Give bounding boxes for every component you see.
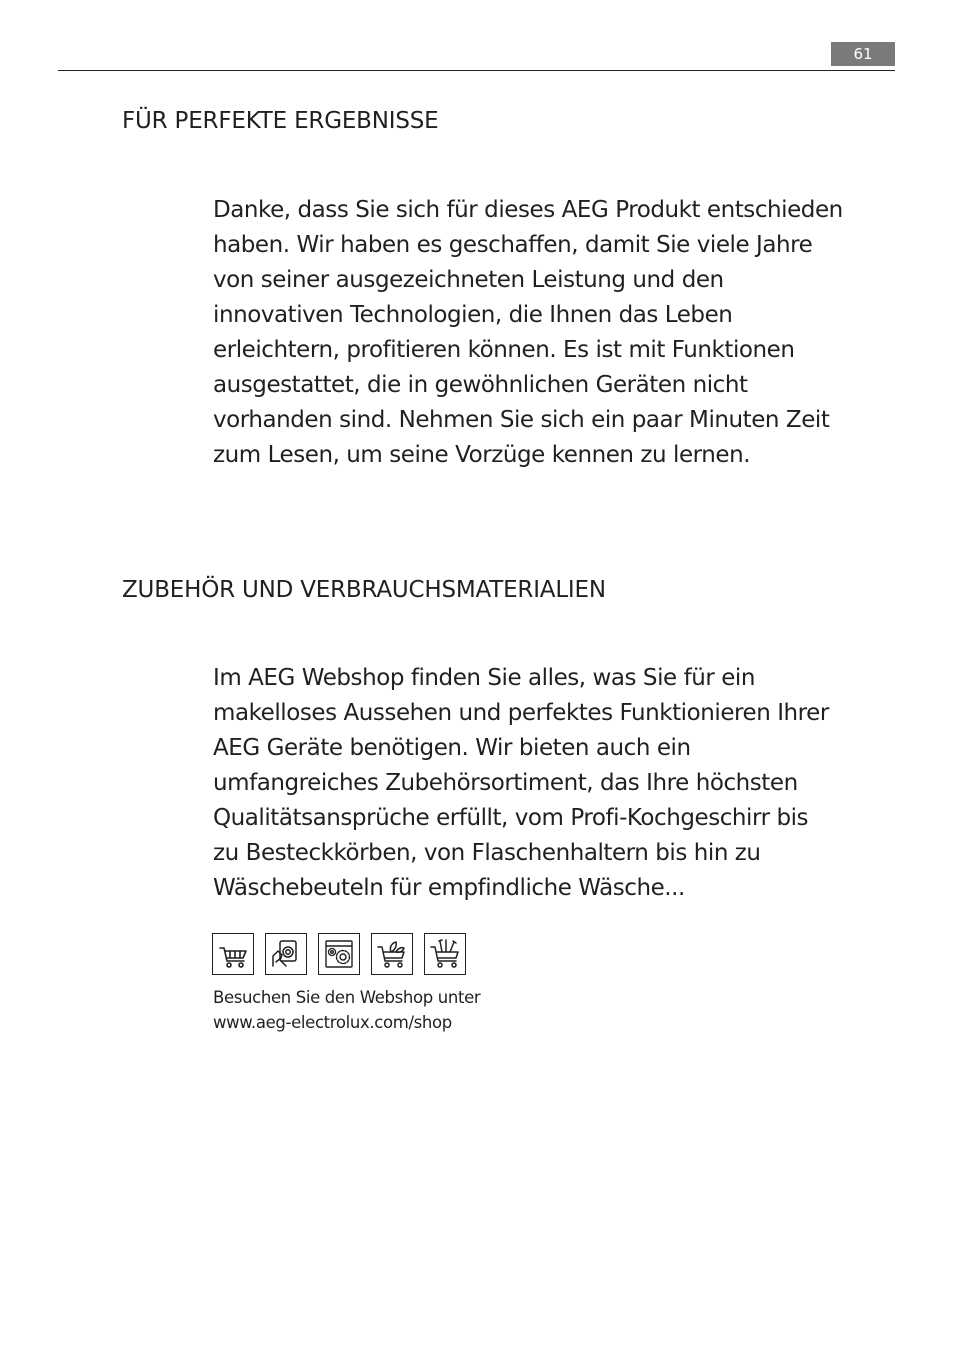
gear-appliance-icon [318, 933, 360, 975]
section-heading-results: FÜR PERFEKTE ERGEBNISSE [122, 108, 439, 134]
section-body-results: Danke, dass Sie sich für dieses AEG Produkt entschieden haben. Wir haben es geschaffen, damit Sie viele Jahre von seiner ausgezeichneten Leistung und den innovativen Technologien, die Ihnen das Leben erleichtern, profitieren können. Es ist mit Funktionen ausgestattet, die in gewöhnlichen Geräten nicht vorhanden sind. Nehmen Sie sich ein paar Minuten Zeit zum Lesen, um seine Vorzüge kennen zu lernen. [213, 197, 843, 468]
header-rule [58, 70, 895, 71]
section-body-accessories: Im AEG Webshop finden Sie alles, was Sie für ein makelloses Aussehen und perfektes Funktionieren Ihrer AEG Geräte benötigen. Wir bieten auch ein umfangreiches Zubehörsortiment, das Ihre höchsten Qualitätsansprüche erfüllt, vom Profi-Kochgeschirr bis zu Besteckkörben, von Flaschenhaltern bis hin zu Wäschebeuteln für empfindliche Wäsche... [213, 665, 829, 901]
cart-plant-icon [371, 933, 413, 975]
cart-tools-icon [424, 933, 466, 975]
section-heading-accessories: ZUBEHÖR UND VERBRAUCHSMATERIALIEN [122, 577, 606, 603]
page-number: 61 [831, 42, 895, 66]
webshop-icon-row [212, 933, 477, 975]
webshop-note [213, 985, 480, 1035]
shopping-cart-icon [212, 933, 254, 975]
webshop-visit-text: Besuchen Sie den Webshop unter [213, 988, 481, 1007]
webshop-url-link[interactable]: www.aeg-electrolux.com/shop [213, 1013, 452, 1032]
hand-appliance-icon [265, 933, 307, 975]
